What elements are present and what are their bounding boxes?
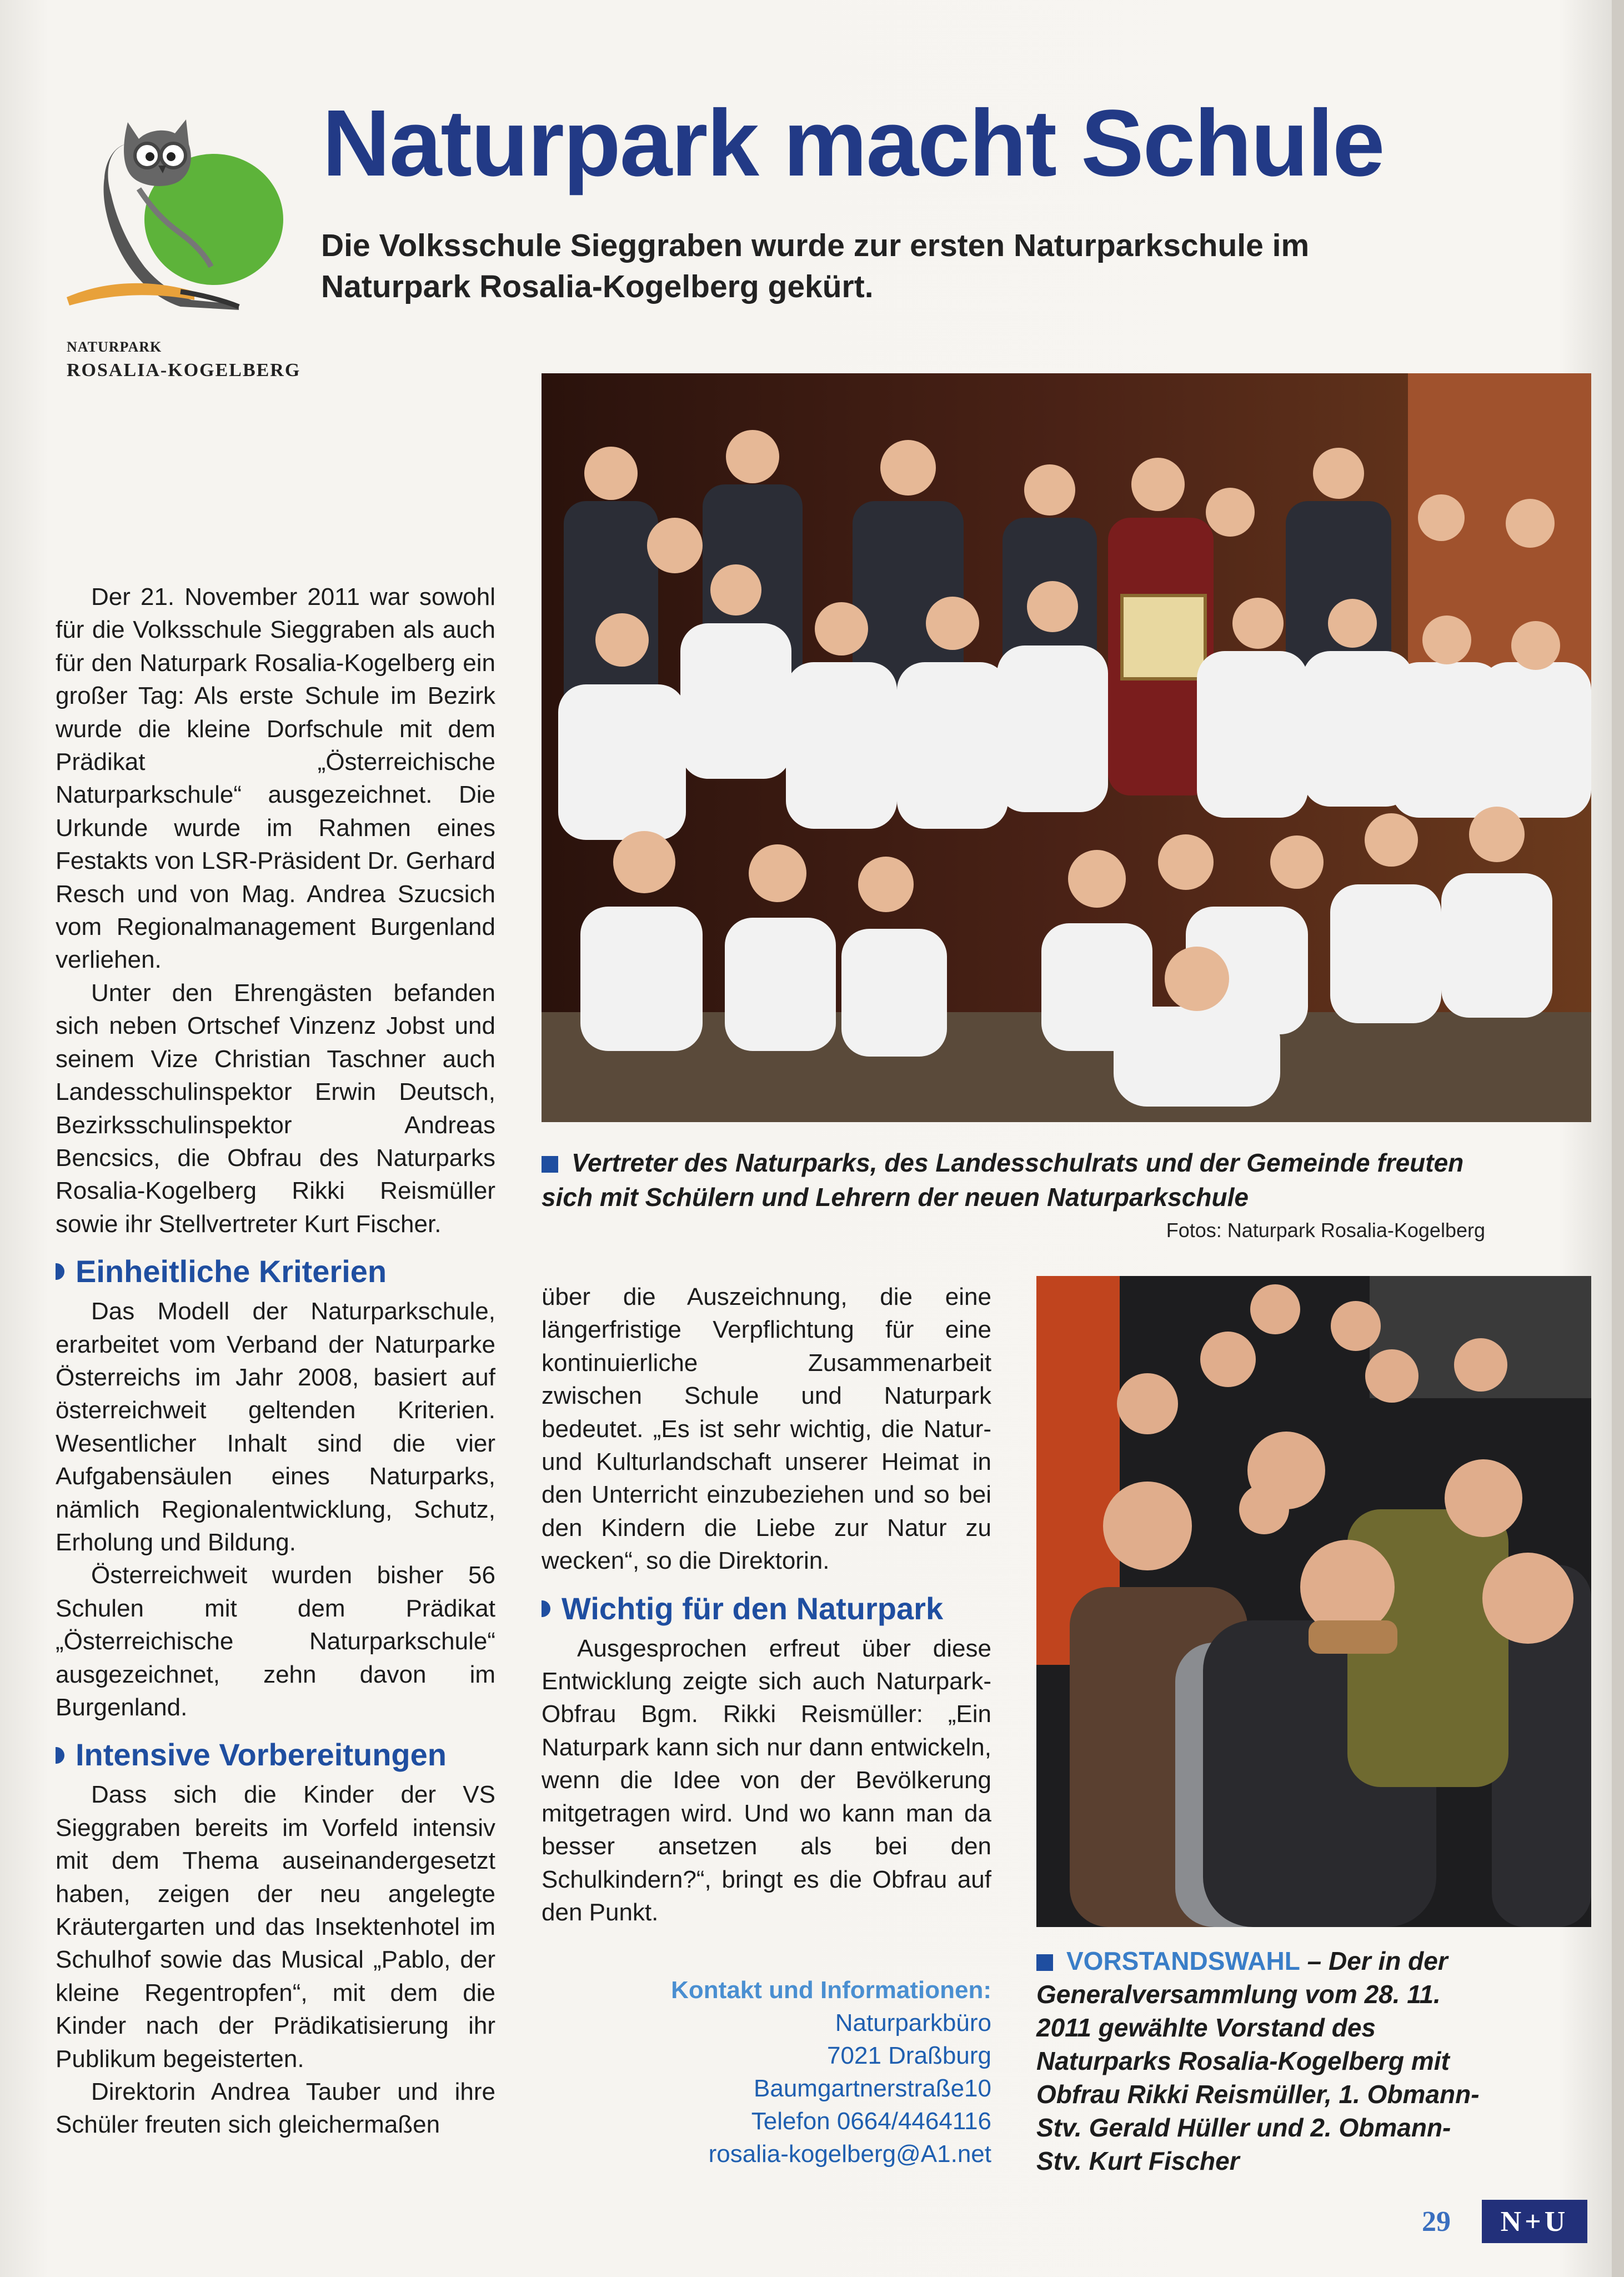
text-column-left (56, 580, 495, 2141)
subheading-wichtig-fuer-den-naturpark (542, 1590, 991, 1628)
contact-box (555, 1974, 991, 2170)
paragraph: über die Auszeichnung, die eine längerfristige Verpflichtung für eine kontinuierliche Zusammenarbeit zwischen Schule und Naturpark bedeutet. „Es ist sehr wichtig, die Natur- und Kulturlandschaft unserer Heimat in den Unterricht einzubeziehen und so bei den Kindern die Liebe zur Natur zu wecken“, so die Direktorin. (542, 1283, 991, 1575)
photo-caption-1 (542, 1145, 1486, 1214)
caption-text: – Der in der Generalversammlung vom 28. 11. 2011 gewählte Vorstand des Naturparks Rosalia-Kogelberg mit Obfrau Rikki Reismüller, 1. Obmann-Stv. Gerald Hüller und 2. Obmann-Stv. Kurt Fischer (1036, 1946, 1480, 2175)
paragraph: Direktorin Andrea Tauber und ihre Schüler freuten sich gleichermaßen (56, 2078, 495, 2139)
article-lead: Die Volksschule Sieggraben wurde zur ersten Naturparkschule im Naturpark Rosalia-Kogelberg gekürt. (321, 228, 1310, 304)
photo-caption-2 (1036, 1944, 1492, 2178)
heading-marker-icon (542, 1600, 550, 1617)
subheading-text: Einheitliche Kriterien (76, 1254, 387, 1289)
owl-logo-icon (56, 100, 300, 344)
caption-text: Vertreter des Naturparks, des Landesschulrats und der Gemeinde freuten sich mit Schülern und Lehrern der neuen Naturparkschule (542, 1148, 1464, 1212)
caption-square-icon (1036, 1954, 1053, 1971)
paragraph: Österreichweit wurden bisher 56 Schulen mit dem Prädikat „Österreichische Naturparkschule“ ausgezeichnet, zehn davon im Burgenland. (56, 1562, 495, 1721)
subheading-text: Wichtig für den Naturpark (562, 1590, 944, 1626)
caption-square-icon (542, 1156, 558, 1173)
paragraph: Ausgesprochen erfreut über diese Entwicklung zeigte sich auch Naturpark-Obfrau Bgm. Rikki Reismüller: „Ein Naturpark kann sich nur dann entwickeln, wenn die Idee von der Bevölkerung mitgetragen wird. Und wo kann man da besser ansetzen als bei den Schulkindern?“, bringt es die Obfrau auf den Punkt. (542, 1634, 991, 1926)
article-title: Naturpark macht Schule (322, 91, 1384, 196)
caption-keyword: VORSTANDSWAHL (1066, 1946, 1300, 1975)
contact-street: Baumgartnerstraße10 (754, 2075, 991, 2102)
contact-heading: Kontakt und Informationen: (671, 1976, 991, 2004)
paragraph: Der 21. November 2011 war sowohl für die Volksschule Sieggraben als auch für den Naturpark Rosalia-Kogelberg ein großer Tag: Als erste Schule im Bezirk wurde die kleine Dorfschule mit dem Prädikat „Österreichische Naturparkschule“ ausgezeichnet. Die Urkunde wurde im Rahmen eines Festakts von LSR-Präsident Dr. Gerhard Resch und von Mag. Andrea Szucsich vom Regionalmanagement Burgenland verliehen. (56, 583, 495, 974)
logo-text-rosalia: ROSALIA-KOGELBERG (67, 360, 301, 381)
heading-marker-icon (56, 1747, 64, 1764)
group-photo-school (542, 373, 1591, 1122)
page-number: 29 (1422, 2206, 1451, 2238)
contact-email[interactable]: rosalia-kogelberg@A1.net (708, 2140, 991, 2168)
subheading-intensive-vorbereitungen (56, 1736, 495, 1774)
subheading-text: Intensive Vorbereitungen (76, 1737, 447, 1773)
text-column-middle (542, 1280, 991, 1929)
magazine-badge: N+U (1482, 2200, 1587, 2243)
group-photo-board (1036, 1276, 1591, 1927)
contact-city: 7021 Draßburg (827, 2042, 991, 2069)
logo-text-naturpark: NATURPARK (67, 339, 162, 355)
contact-office: Naturparkbüro (835, 2009, 991, 2036)
contact-phone: Telefon 0664/4464116 (751, 2108, 991, 2135)
page-edge (1612, 0, 1624, 2277)
subheading-einheitliche-kriterien (56, 1253, 495, 1290)
paragraph: Dass sich die Kinder der VS Sieggraben bereits im Vorfeld intensiv mit dem Thema auseinandergesetzt haben, zeigen der neu angelegte Kräutergarten und das Insektenhotel im Schulhof sowie das Musical „Pablo, der kleine Regentropfen“, mit dem die Kinder nach der Prädikatisierung ihr Publikum begeisterten. (56, 1781, 495, 2073)
heading-marker-icon (56, 1263, 64, 1280)
paragraph: Das Modell der Naturparkschule, erarbeitet vom Verband der Naturparke Österreichs im Jahr 2008, basiert auf österreichweit geltenden Kriterien. Wesentlicher Inhalt sind die vier Aufgabensäulen eines Naturparks, nämlich Regionalentwicklung, Schutz, Erholung und Bildung. (56, 1298, 495, 1556)
photo-credit: Fotos: Naturpark Rosalia-Kogelberg (1166, 1219, 1485, 1242)
paragraph: Unter den Ehrengästen befanden sich neben Ortschef Vinzenz Jobst und seinem Vize Christian Taschner auch Landesschulinspektor Erwin Deutsch, Bezirksschulinspektor Andreas Bencsics, die Obfrau des Naturparks Rosalia-Kogelberg Rikki Reismüller sowie ihr Stellvertreter Kurt Fischer. (56, 979, 495, 1238)
